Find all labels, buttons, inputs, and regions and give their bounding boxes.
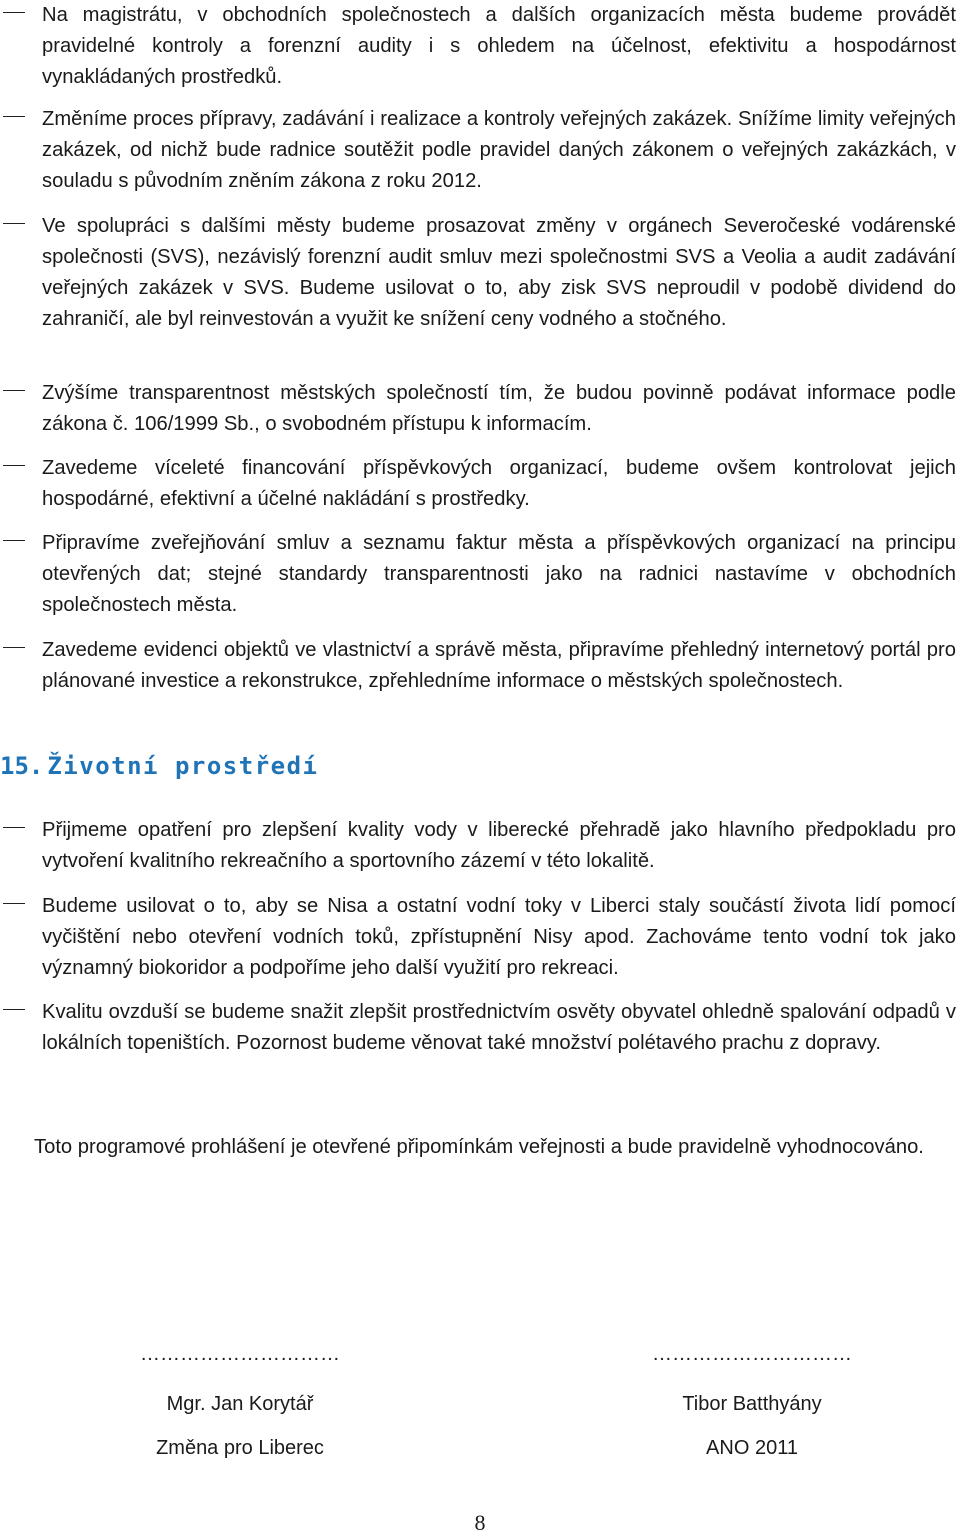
dash-bullet-icon [0, 104, 42, 197]
signatory-name: Mgr. Jan Korytář [166, 1393, 314, 1415]
list-item [0, 453, 956, 515]
signature-block-right [632, 1344, 872, 1470]
list-item-text: Zavedeme evidenci objektů ve vlastnictví a správě města, připravíme přehledný internetový portál pro plánované investice a rekonstrukce, zpřehledníme informace o městských společnostech. [42, 639, 956, 692]
list-item-text: Připravíme zveřejňování smluv a seznamu faktur města a příspěvkových organizací na principu otevřených dat; stejné standardy transparentnosti jako na radnici nastavíme v obchodních společnostech města. [42, 532, 956, 616]
signatory-name: Tibor Batthyány [682, 1393, 822, 1415]
list-item [0, 104, 956, 197]
list-item-text: Ve spolupráci s dalšími městy budeme prosazovat změny v orgánech Severočeské vodárenské společnosti (SVS), nezávislý forenzní audit smluv mezi společnostmi SVS a Veolia a audit zadávání veřejných zakázek v SVS. Budeme usilovat o to, aby zisk SVS neproudil v podobě dividend do zahraničí, ale byl reinvestován a využit ke snížení ceny vodného a stočného. [42, 215, 956, 330]
section-heading [0, 752, 319, 780]
dash-bullet-icon [0, 815, 42, 877]
signature-block-left [120, 1344, 360, 1470]
dash-bullet-icon [0, 211, 42, 335]
list-item-text: Přijmeme opatření pro zlepšení kvality vody v liberecké přehradě jako hlavního předpokladu pro vytvoření kvalitního rekreačního a sportovního zázemí v této lokalitě. [42, 819, 956, 872]
list-item [0, 635, 956, 697]
dash-bullet-icon [0, 528, 42, 621]
section-title: Životní prostředí [47, 752, 319, 780]
dash-bullet-icon [0, 453, 42, 515]
list-item [0, 815, 956, 877]
page-number: 8 [474, 1510, 486, 1535]
list-item [0, 0, 956, 93]
dash-bullet-icon [0, 891, 42, 984]
signature-line: ………………………… [140, 1343, 340, 1365]
list-item-text: Budeme usilovat o to, aby se Nisa a ostatní vodní toky v Liberci staly součástí života lidí pomocí vyčištění nebo otevření vodních toků, zpřístupnění Nisy apod. Zachováme tento vodní tok jako významný biokoridor a podpoříme jeho další využití pro rekreaci. [42, 895, 956, 979]
section-number: 15. [0, 752, 44, 780]
dash-bullet-icon [0, 635, 42, 697]
list-item [0, 528, 956, 621]
dash-bullet-icon [0, 378, 42, 440]
list-item-text: Na magistrátu, v obchodních společnostech a dalších organizacích města budeme provádět pravidelné kontroly a forenzní audity i s ohledem na účelnost, efektivitu a hospodárnost vynakládaných prostředků. [42, 4, 956, 88]
list-item-text: Změníme proces přípravy, zadávání i realizace a kontroly veřejných zakázek. Snížíme limity veřejných zakázek, od nichž bude radnice soutěžit podle pravidel daných zákonem o veřejných zakázkách, v souladu s původním zněním zákona z roku 2012. [42, 108, 956, 192]
list-item-text: Zvýšíme transparentnost městských společností tím, že budou povinně podávat informace podle zákona č. 106/1999 Sb., o svobodném přístupu k informacím. [42, 382, 956, 435]
signatory-organization: ANO 2011 [706, 1437, 798, 1459]
signatory-organization: Změna pro Liberec [156, 1437, 324, 1459]
closing-statement: Toto programové prohlášení je otevřené připomínkám veřejnosti a bude pravidelně vyhodnocováno. [34, 1136, 924, 1158]
dash-bullet-icon [0, 997, 42, 1059]
dash-bullet-icon [0, 0, 42, 93]
list-item-text: Zavedeme víceleté financování příspěvkových organizací, budeme ovšem kontrolovat jejich hospodárné, efektivní a účelné nakládání s prostředky. [42, 457, 956, 510]
signature-line: ………………………… [652, 1343, 852, 1365]
list-item [0, 211, 956, 335]
list-item [0, 378, 956, 440]
list-item [0, 891, 956, 984]
list-item [0, 997, 956, 1059]
list-item-text: Kvalitu ovzduší se budeme snažit zlepšit prostřednictvím osvěty obyvatel ohledně spalování odpadů v lokálních topeništích. Pozornost budeme věnovat také množství polétavého prachu z dopravy. [42, 1001, 956, 1054]
